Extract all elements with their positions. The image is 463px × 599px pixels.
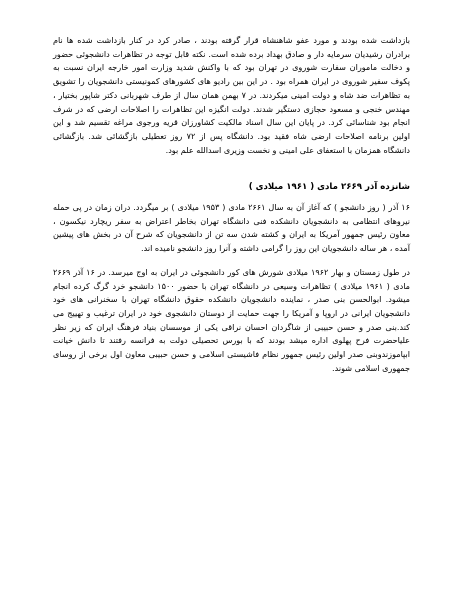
paragraph-arrests: بازداشت شده بودند و مورد عفو شاهنشاه قرار گرفته بودند ، صادر کرد در کنار بازداشت شده ها نام برادران رشیدیان سرمایه دار و صادق بهداد برده شده است. نکته قابل توجه در تظاهرات دانشجوئی حضور و دخالت ماموران سفارت شوروی در تهران بود که با واکنش شدید وزارت امور خارجه ایران نسبت به پکوف سفیر شوروی در ایران همراه بود . در این بین رادیو های کشورهای کمونیستی دانشجویان را تشویق به تظاهرات ضد شاه و دولت امینی میکردند. در ۷ بهمن همان سال از طرف شهربانی دکتر شاپور بختیار ، مهندس خنجی و مسعود حجازی دستگیر شدند. دولت انگیزه این تظاهرات را اصلاحات ارضی که در شرف انجام بود شناسائی کرد. در پایان این سال اسناد مالکیت کشاورزان قریه ورجوی مراغه تقسیم شد و این اولین برنامه اصلاحات ارضی شاه فقید بود. دانشگاه پس از ۷۲ روز تعطیلی بازگشائی شد. بازگشائی دانشگاه همزمان با استعفای علی امینی و نخست وزیری اسدالله علم بود. [53, 35, 410, 155]
paragraph-student-day: ۱۶ آذر ( روز دانشجو ) که آغاز آن به سال ۲۶۶۱ مادی ( ۱۹۵۳ میلادی ) بر میگردد. دران زمان در پی حمله نیروهای انتظامی به دانشجویان دانشکده فنی دانشگاه تهران بخاطر اعتراض به سفر ریچارد نیکسون ، معاون رئیس جمهور آمریکا به ایران و کشته شدن سه تن از دانشجویان که شرح آن در بخش های پیشین آمده ، هر ساله دانشجویان این روز را گرامی داشته و آنرا روز دانشجو نامیده اند. [53, 202, 410, 254]
section-heading: شانزده آذر ۲۶۶۹ مادی ( ۱۹۶۱ میلادی ) [248, 182, 410, 193]
paragraph-winter-protests: در طول زمستان و بهار ۱۹۶۲ میلادی شورش های کور دانشجوئی در ایران به اوج میرسد. در ۱۶ آذر ۲۶۶۹ مادی ( ۱۹۶۱ میلادی ) تظاهرات وسیعی در دانشگاه تهران با حضور ۱۵۰۰ دانشجو خرد گرگ کرده انجام میشود. ابوالحسن بنی صدر ، نماینده دانشجویان دانشکده حقوق دانشگاه تهران با سخنرانی های خود دانشجویان ایرانی در اروپا و آمریکا را جهت حمایت از دوستان دانشجوی خود در ایران ترغیب و تهییج می کند.بنی صدر و حسن حبیبی از شاگردان احسان نراقی یکی از موسسان بنیاد فرهنگ ایران که زیر نظر علیاحضرت فرح پهلوی اداره میشد بودند که با بورس تحصیلی دولت به فرانسه رفتند تا دانش خیانت ابپاموزندوبنی صدر اولین رئیس جمهور نظام فاشیستی اسلامی و حسن حبیبی معاون اول برخی از روسای جمهوری اسلامی شوند. [53, 266, 410, 373]
paragraph-gap [53, 256, 410, 266]
